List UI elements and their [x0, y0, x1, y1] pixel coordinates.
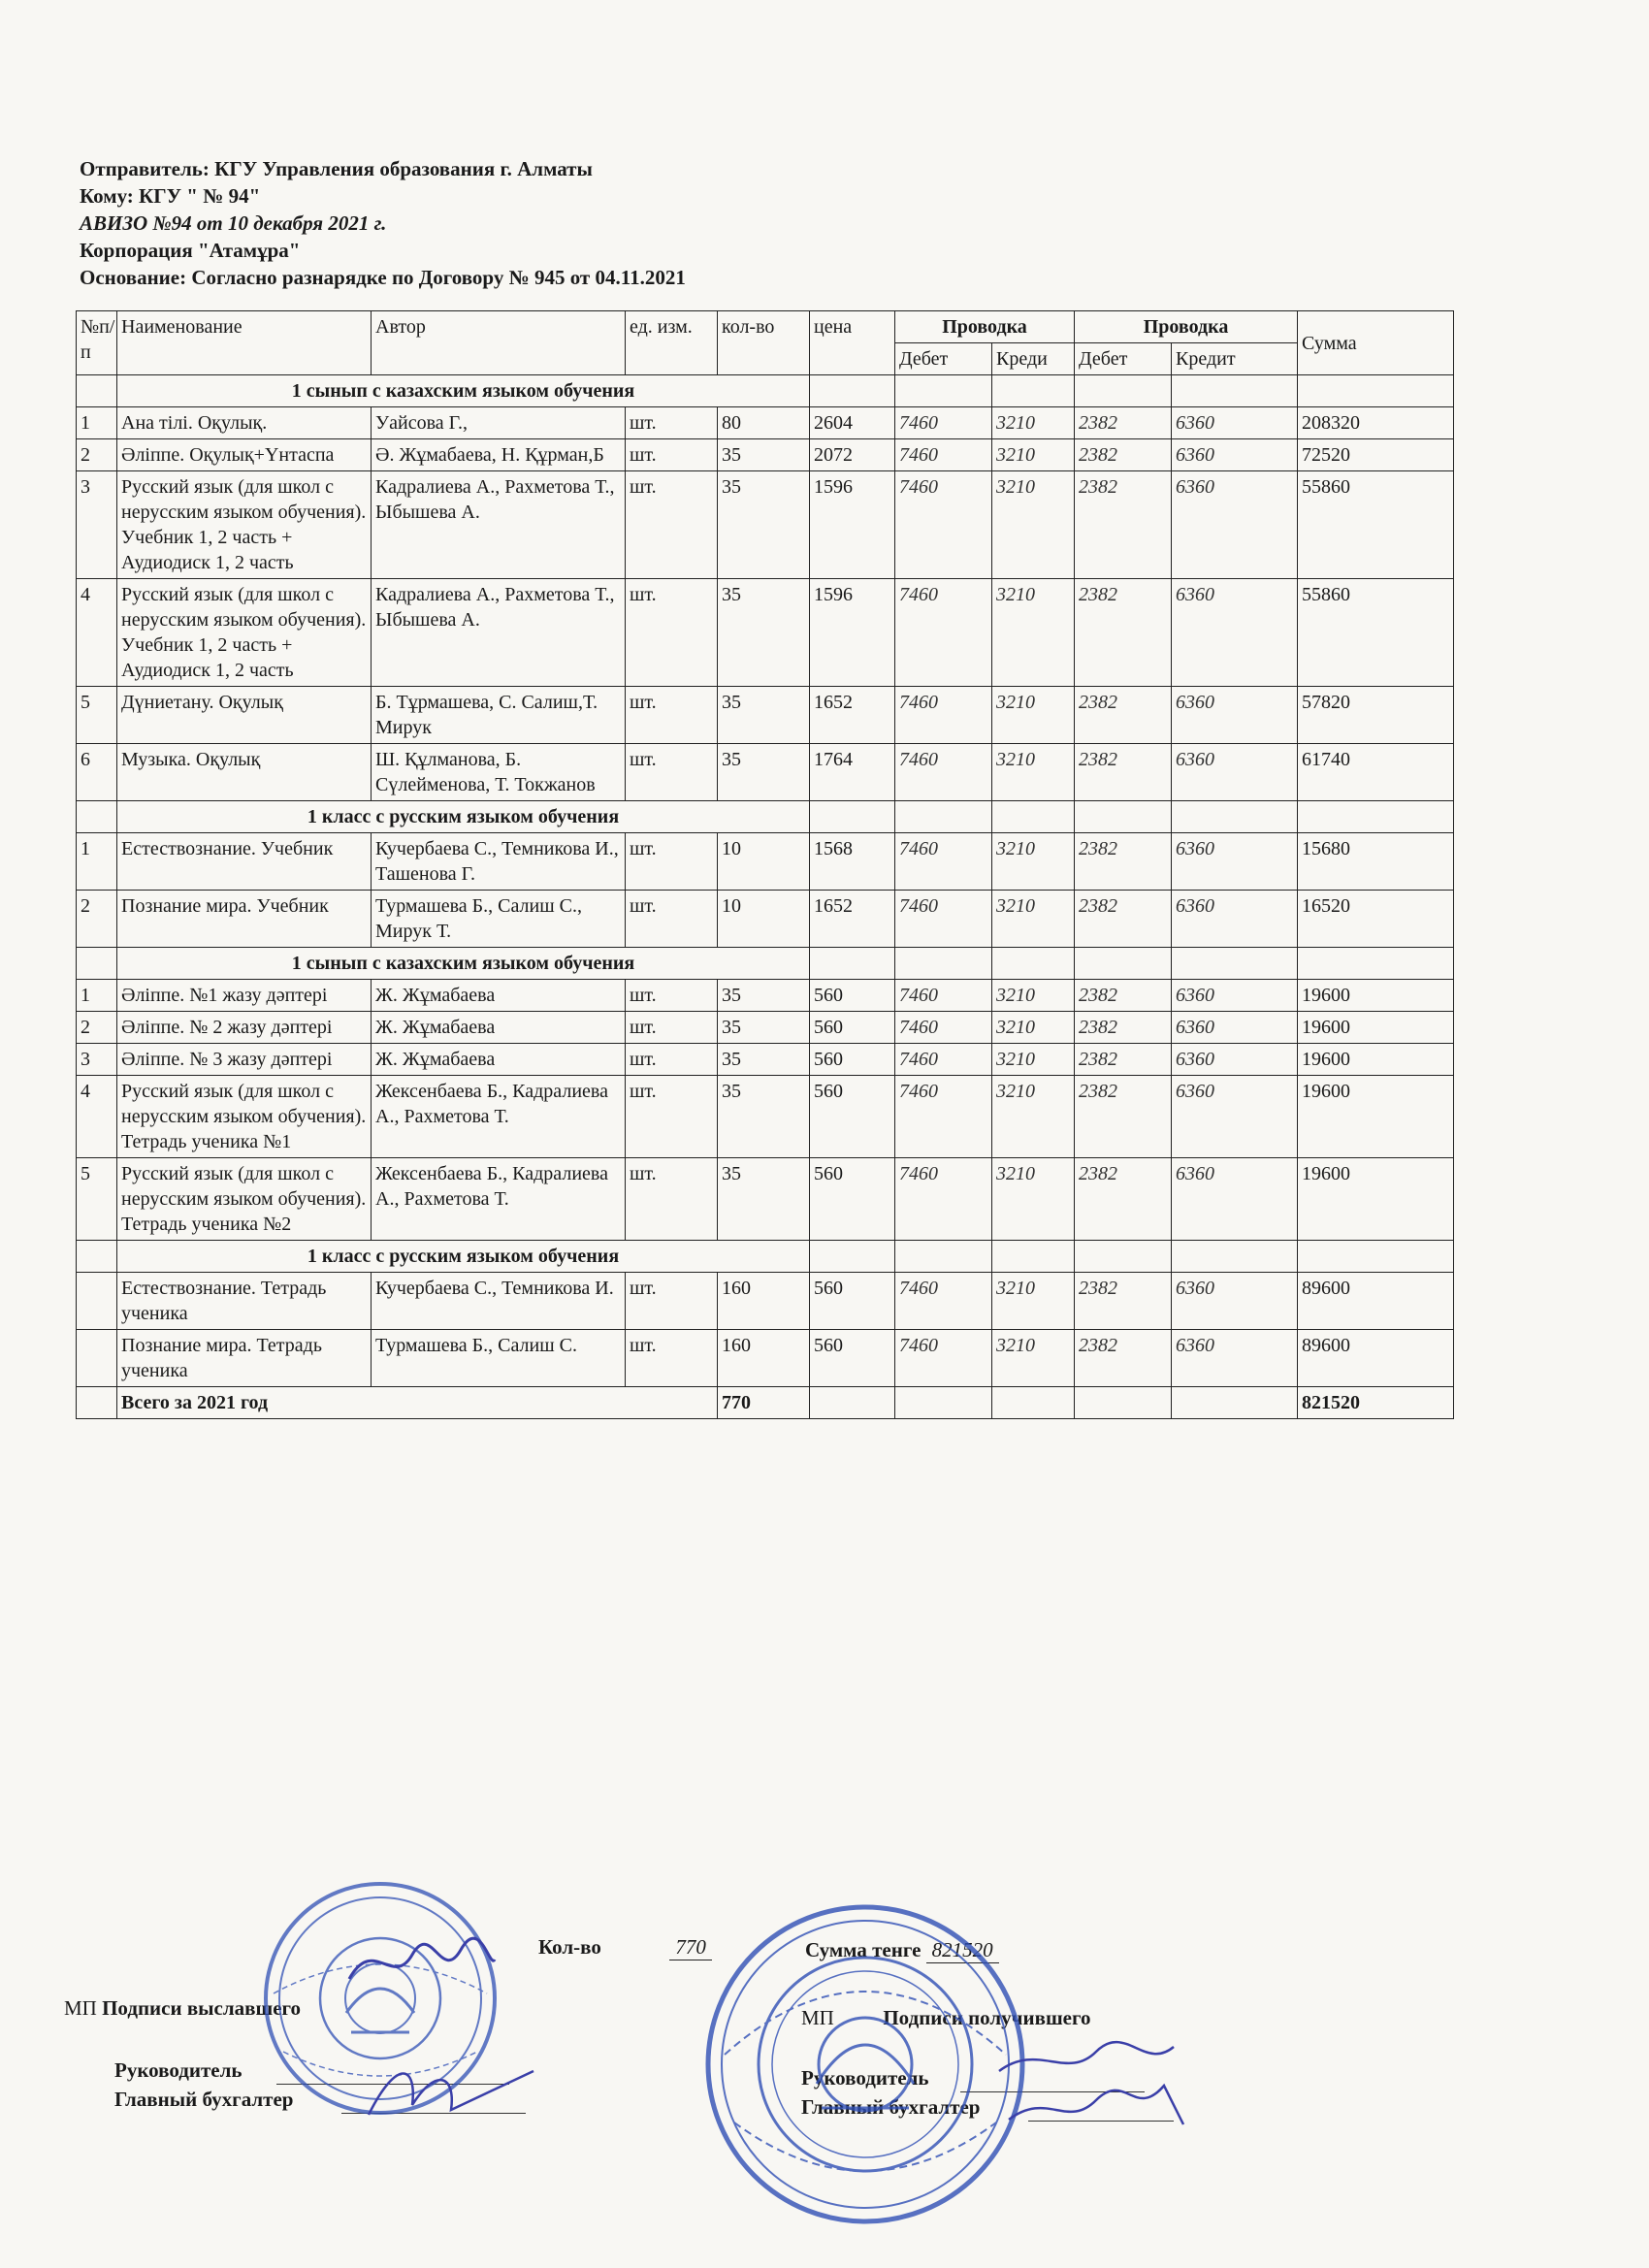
posting-debit-1: 7460 [895, 980, 992, 1012]
col-sum: Сумма [1298, 311, 1454, 375]
item-price: 560 [810, 1012, 895, 1044]
item-price: 1568 [810, 833, 895, 891]
footer-qty [538, 1935, 712, 1960]
posting-credit-2: 6360 [1172, 439, 1298, 471]
item-name: Дүниетану. Оқулық [117, 687, 372, 744]
col-posting-1: Проводка [895, 311, 1075, 343]
section-header-row [77, 1241, 1454, 1273]
posting-debit-2: 2382 [1075, 744, 1172, 801]
accountant-right-label: Главный бухгалтер [801, 2095, 981, 2119]
posting-debit-1: 7460 [895, 687, 992, 744]
item-author: Ж. Жұмабаева [372, 980, 626, 1012]
item-price: 2604 [810, 407, 895, 439]
table-row [77, 1044, 1454, 1076]
row-number: 1 [77, 833, 117, 891]
item-author: Турмашева Б., Салиш С. [372, 1330, 626, 1387]
posting-credit-1: 3210 [992, 471, 1075, 579]
item-unit: шт. [626, 1076, 718, 1158]
posting-debit-2: 2382 [1075, 1273, 1172, 1330]
sender-signatures-title: Подписи выславшего [102, 1996, 302, 2020]
item-name: Русский язык (для школ с нерусским языком обучения). Учебник 1, 2 часть + Аудиодиск 1, 2 часть [117, 471, 372, 579]
accountant-left-signature [359, 2047, 543, 2124]
section-title: 1 класс с русским языком обучения [117, 801, 810, 833]
col-price: цена [810, 311, 895, 375]
col-debit-1: Дебет [895, 343, 992, 375]
item-author: Кадралиева А., Рахметова Т., Ыбышева А. [372, 471, 626, 579]
table-row [77, 980, 1454, 1012]
item-qty: 35 [718, 1158, 810, 1241]
recipient-signatures [980, 2032, 1203, 2139]
sender-signature [344, 1930, 500, 1998]
section-header-row [77, 948, 1454, 980]
item-unit: шт. [626, 471, 718, 579]
posting-debit-1: 7460 [895, 1076, 992, 1158]
posting-credit-2: 6360 [1172, 579, 1298, 687]
posting-debit-2: 2382 [1075, 891, 1172, 948]
row-number: 2 [77, 439, 117, 471]
item-unit: шт. [626, 1273, 718, 1330]
section-header-row [77, 801, 1454, 833]
row-number: 4 [77, 1076, 117, 1158]
item-sum: 72520 [1298, 439, 1454, 471]
item-name: Русский язык (для школ с нерусским языком обучения). Тетрадь ученика №2 [117, 1158, 372, 1241]
col-unit: ед. изм. [626, 311, 718, 375]
col-num: №п/п [77, 311, 117, 375]
item-price: 560 [810, 1158, 895, 1241]
posting-credit-1: 3210 [992, 980, 1075, 1012]
item-author: Ж. Жұмабаева [372, 1012, 626, 1044]
posting-credit-2: 6360 [1172, 1076, 1298, 1158]
accountant-left-label: Главный бухгалтер [114, 2088, 294, 2111]
item-qty: 35 [718, 980, 810, 1012]
item-author: Кучербаева С., Темникова И. [372, 1273, 626, 1330]
item-qty: 35 [718, 1076, 810, 1158]
row-number: 5 [77, 687, 117, 744]
item-qty: 10 [718, 833, 810, 891]
sum-value: 821520 [926, 1938, 999, 1963]
table-row [77, 1330, 1454, 1387]
section-title: 1 сынып с казахским языком обучения [117, 948, 810, 980]
item-sum: 16520 [1298, 891, 1454, 948]
posting-credit-1: 3210 [992, 579, 1075, 687]
posting-debit-2: 2382 [1075, 1076, 1172, 1158]
posting-debit-1: 7460 [895, 833, 992, 891]
posting-credit-1: 3210 [992, 1076, 1075, 1158]
item-qty: 35 [718, 687, 810, 744]
item-sum: 55860 [1298, 579, 1454, 687]
item-unit: шт. [626, 744, 718, 801]
table-row [77, 1076, 1454, 1158]
col-debit-2: Дебет [1075, 343, 1172, 375]
posting-debit-1: 7460 [895, 1044, 992, 1076]
table-row [77, 407, 1454, 439]
col-name: Наименование [117, 311, 372, 375]
row-number: 1 [77, 980, 117, 1012]
posting-debit-2: 2382 [1075, 980, 1172, 1012]
item-unit: шт. [626, 891, 718, 948]
item-unit: шт. [626, 833, 718, 891]
document-header [80, 155, 686, 291]
item-sum: 55860 [1298, 471, 1454, 579]
head-right-label: Руководитель [801, 2066, 929, 2090]
item-name: Әліппе. № 3 жазу дәптері [117, 1044, 372, 1076]
posting-debit-1: 7460 [895, 579, 992, 687]
item-qty: 10 [718, 891, 810, 948]
item-name: Естествознание. Тетрадь ученика [117, 1273, 372, 1330]
posting-credit-2: 6360 [1172, 833, 1298, 891]
item-price: 1596 [810, 579, 895, 687]
item-sum: 61740 [1298, 744, 1454, 801]
item-author: Турмашева Б., Салиш С., Мирук Т. [372, 891, 626, 948]
table-row [77, 891, 1454, 948]
item-price: 560 [810, 1044, 895, 1076]
table-row [77, 1273, 1454, 1330]
item-author: Кучербаева С., Темникова И., Ташенова Г. [372, 833, 626, 891]
posting-debit-1: 7460 [895, 891, 992, 948]
item-sum: 19600 [1298, 1076, 1454, 1158]
qty-label: Кол-во [538, 1935, 601, 1959]
corporation-line: Корпорация "Атамұра" [80, 239, 301, 262]
item-unit: шт. [626, 439, 718, 471]
item-name: Естествознание. Учебник [117, 833, 372, 891]
posting-credit-1: 3210 [992, 833, 1075, 891]
posting-debit-2: 2382 [1075, 687, 1172, 744]
posting-credit-1: 3210 [992, 407, 1075, 439]
col-credit-2: Кредит [1172, 343, 1298, 375]
posting-credit-2: 6360 [1172, 891, 1298, 948]
mp-right: МП [801, 2006, 834, 2029]
avizo-title: АВИЗО №94 от 10 декабря 2021 г. [80, 211, 387, 235]
item-sum: 19600 [1298, 1044, 1454, 1076]
table-row [77, 1158, 1454, 1241]
total-qty: 770 [718, 1387, 810, 1419]
item-qty: 35 [718, 471, 810, 579]
item-qty: 160 [718, 1330, 810, 1387]
section-title: 1 сынып с казахским языком обучения [117, 375, 810, 407]
posting-credit-1: 3210 [992, 687, 1075, 744]
posting-debit-2: 2382 [1075, 833, 1172, 891]
item-sum: 89600 [1298, 1273, 1454, 1330]
total-label: Всего за 2021 год [117, 1387, 718, 1419]
item-name: Русский язык (для школ с нерусским языком обучения). Тетрадь ученика №1 [117, 1076, 372, 1158]
item-price: 1764 [810, 744, 895, 801]
item-author: Кадралиева А., Рахметова Т., Ыбышева А. [372, 579, 626, 687]
posting-debit-2: 2382 [1075, 407, 1172, 439]
sum-label: Сумма тенге [805, 1938, 922, 1961]
item-unit: шт. [626, 1012, 718, 1044]
item-price: 560 [810, 1076, 895, 1158]
row-number: 2 [77, 1012, 117, 1044]
posting-credit-2: 6360 [1172, 471, 1298, 579]
posting-credit-2: 6360 [1172, 1012, 1298, 1044]
posting-debit-2: 2382 [1075, 471, 1172, 579]
item-unit: шт. [626, 407, 718, 439]
posting-credit-2: 6360 [1172, 980, 1298, 1012]
item-price: 560 [810, 1330, 895, 1387]
avizo-table [76, 310, 1454, 1419]
item-author: Ш. Құлманова, Б. Сүлейменова, Т. Токжанов [372, 744, 626, 801]
table-row [77, 471, 1454, 579]
posting-debit-1: 7460 [895, 1012, 992, 1044]
item-author: Жексенбаева Б., Кадралиева А., Рахметова Т. [372, 1158, 626, 1241]
posting-credit-1: 3210 [992, 1273, 1075, 1330]
row-number [77, 1273, 117, 1330]
item-sum: 89600 [1298, 1330, 1454, 1387]
item-name: Ана тілі. Оқулық. [117, 407, 372, 439]
item-name: Познание мира. Учебник [117, 891, 372, 948]
table-row [77, 744, 1454, 801]
row-number: 6 [77, 744, 117, 801]
table-row [77, 439, 1454, 471]
col-credit-1: Креди [992, 343, 1075, 375]
item-sum: 208320 [1298, 407, 1454, 439]
item-qty: 80 [718, 407, 810, 439]
posting-credit-1: 3210 [992, 891, 1075, 948]
item-price: 1652 [810, 891, 895, 948]
row-number: 3 [77, 1044, 117, 1076]
item-price: 560 [810, 980, 895, 1012]
posting-credit-1: 3210 [992, 1158, 1075, 1241]
table-row [77, 579, 1454, 687]
posting-credit-1: 3210 [992, 744, 1075, 801]
row-number: 4 [77, 579, 117, 687]
basis-line: Основание: Согласно разнарядке по Договору № 945 от 04.11.2021 [80, 266, 686, 289]
item-name: Әліппе. Оқулық+Үнтаспа [117, 439, 372, 471]
col-posting-2: Проводка [1075, 311, 1298, 343]
posting-credit-1: 3210 [992, 439, 1075, 471]
posting-credit-1: 3210 [992, 1044, 1075, 1076]
item-price: 1596 [810, 471, 895, 579]
item-author: Жексенбаева Б., Кадралиева А., Рахметова Т. [372, 1076, 626, 1158]
item-name: Русский язык (для школ с нерусским языком обучения). Учебник 1, 2 часть + Аудиодиск 1, 2 часть [117, 579, 372, 687]
posting-credit-2: 6360 [1172, 687, 1298, 744]
posting-credit-2: 6360 [1172, 1273, 1298, 1330]
posting-debit-1: 7460 [895, 1273, 992, 1330]
item-qty: 35 [718, 439, 810, 471]
item-qty: 35 [718, 579, 810, 687]
item-author: Уайсова Г., [372, 407, 626, 439]
item-author: Ж. Жұмабаева [372, 1044, 626, 1076]
recipient-signatures-title: Подписи получившего [883, 2006, 1091, 2029]
item-sum: 19600 [1298, 1158, 1454, 1241]
total-sum: 821520 [1298, 1387, 1454, 1419]
row-number: 1 [77, 407, 117, 439]
row-number: 2 [77, 891, 117, 948]
table-body [77, 375, 1454, 1387]
item-sum: 57820 [1298, 687, 1454, 744]
item-sum: 15680 [1298, 833, 1454, 891]
header-row [77, 311, 1454, 343]
item-sum: 19600 [1298, 1012, 1454, 1044]
item-author: Ә. Жұмабаева, Н. Құрман,Б [372, 439, 626, 471]
item-unit: шт. [626, 687, 718, 744]
item-unit: шт. [626, 980, 718, 1012]
item-unit: шт. [626, 579, 718, 687]
col-qty: кол-во [718, 311, 810, 375]
section-header-row [77, 375, 1454, 407]
item-qty: 35 [718, 1044, 810, 1076]
table-row [77, 833, 1454, 891]
item-qty: 160 [718, 1273, 810, 1330]
item-name: Музыка. Оқулық [117, 744, 372, 801]
posting-debit-2: 2382 [1075, 579, 1172, 687]
posting-debit-1: 7460 [895, 439, 992, 471]
posting-credit-2: 6360 [1172, 744, 1298, 801]
item-sum: 19600 [1298, 980, 1454, 1012]
posting-debit-2: 2382 [1075, 1330, 1172, 1387]
posting-debit-2: 2382 [1075, 1044, 1172, 1076]
item-qty: 35 [718, 1012, 810, 1044]
posting-credit-2: 6360 [1172, 1158, 1298, 1241]
item-unit: шт. [626, 1044, 718, 1076]
posting-credit-2: 6360 [1172, 407, 1298, 439]
table-row [77, 687, 1454, 744]
row-number: 3 [77, 471, 117, 579]
mp-left: МП [64, 1996, 97, 2020]
item-author: Б. Тұрмашева, С. Салиш,Т. Мирук [372, 687, 626, 744]
qty-value: 770 [669, 1935, 712, 1960]
item-name: Әліппе. № 2 жазу дәптері [117, 1012, 372, 1044]
posting-credit-2: 6360 [1172, 1044, 1298, 1076]
posting-debit-1: 7460 [895, 744, 992, 801]
posting-credit-1: 3210 [992, 1330, 1075, 1387]
posting-debit-2: 2382 [1075, 439, 1172, 471]
posting-credit-1: 3210 [992, 1012, 1075, 1044]
total-row [77, 1387, 1454, 1419]
sender-line: Отправитель: КГУ Управления образования г. Алматы [80, 157, 593, 180]
posting-debit-1: 7460 [895, 1158, 992, 1241]
section-title: 1 класс с русским языком обучения [117, 1241, 810, 1273]
recipient-line: Кому: КГУ " № 94" [80, 184, 261, 208]
item-unit: шт. [626, 1158, 718, 1241]
posting-credit-2: 6360 [1172, 1330, 1298, 1387]
posting-debit-2: 2382 [1075, 1012, 1172, 1044]
table-row [77, 1012, 1454, 1044]
item-name: Познание мира. Тетрадь ученика [117, 1330, 372, 1387]
posting-debit-1: 7460 [895, 407, 992, 439]
posting-debit-1: 7460 [895, 1330, 992, 1387]
item-qty: 35 [718, 744, 810, 801]
row-number [77, 1330, 117, 1387]
posting-debit-2: 2382 [1075, 1158, 1172, 1241]
head-left-label: Руководитель [114, 2058, 242, 2082]
row-number: 5 [77, 1158, 117, 1241]
col-author: Автор [372, 311, 626, 375]
item-price: 560 [810, 1273, 895, 1330]
item-name: Әліппе. №1 жазу дәптері [117, 980, 372, 1012]
item-price: 2072 [810, 439, 895, 471]
item-price: 1652 [810, 687, 895, 744]
item-unit: шт. [626, 1330, 718, 1387]
posting-debit-1: 7460 [895, 471, 992, 579]
